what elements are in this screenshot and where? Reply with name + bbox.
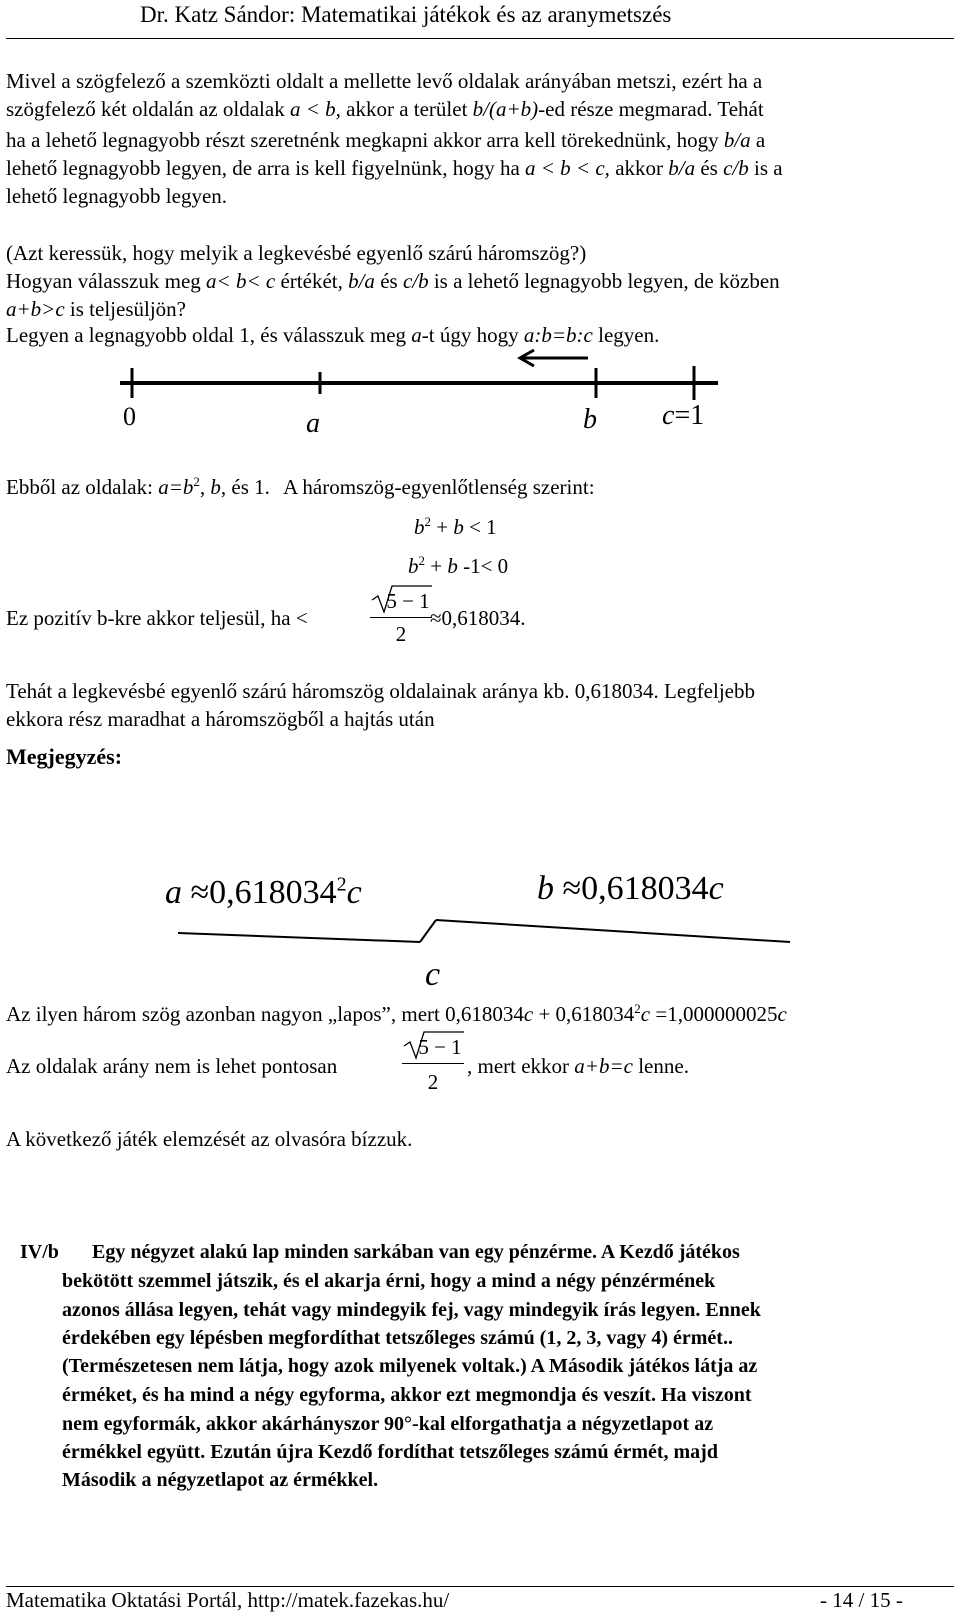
paragraph-3-line-2: ekkora rész maradhat a háromszögből a hajtás után: [6, 707, 435, 731]
math-var: b: [414, 515, 425, 539]
text: ha a lehető legnagyobb részt szeretnénk megkapni akkor arra kell törekednünk, hogy: [6, 128, 719, 152]
fraction-denominator: 2: [395, 622, 407, 646]
text: is a lehető legnagyobb legyen, de közben: [433, 269, 780, 293]
text: és: [700, 156, 718, 180]
label-a: a: [306, 408, 320, 439]
text: ≈0,618034: [190, 874, 337, 911]
brace-bracket: [178, 920, 790, 942]
game-line-7: nem egyformák, akkor akárhányszor 90°-kal elforgathatja a négyzetlapot az: [62, 1413, 714, 1435]
text: legyen.: [598, 323, 660, 347]
text: -ed része megmarad. Tehát: [538, 97, 764, 121]
game-line-5: (Természetesen nem látja, hogy azok milyenek voltak.) A Második játékos látja az: [62, 1355, 758, 1377]
math-var: a: [411, 323, 422, 347]
game-line-9: Második a négyzetlapot az érmékkel.: [62, 1469, 379, 1491]
math-expr: a < b < c,: [525, 156, 610, 180]
fraction-numerator: 5 − 1: [418, 1035, 462, 1059]
text: Legyen a legnagyobb oldal 1, és válasszuk meg: [6, 323, 407, 347]
math-expr: b/a: [348, 269, 375, 293]
text: =1: [674, 400, 705, 431]
fraction-bar: [402, 1063, 464, 1064]
label-c-eq-1: [662, 400, 704, 432]
text: +: [430, 554, 443, 578]
footer-source: Matematika Oktatási Portál, http://matek.fazekas.hu/: [6, 1588, 450, 1612]
game-line-6: érméket, és ha mind a négy egyforma, akkor ezt megmondja és veszít. Ha viszont: [62, 1384, 752, 1406]
math-expr: a:b=b:c: [523, 323, 593, 347]
fraction-denominator: 2: [427, 1070, 439, 1094]
game-label: IV/b: [20, 1241, 59, 1263]
game-line-8: érmékkel együtt. Ezután újra Kezdő fordíthat tetszőleges számú érmét, majd: [62, 1441, 718, 1463]
game-line-4: érdekében egy lépésben megfordíthat tetszőleges számú (1, 2, 3, vagy 4) érmét..: [62, 1327, 733, 1349]
paragraph-3-line-1: Tehát a legkevésbé egyenlő szárú háromszög oldalainak aránya kb. 0,618034. Legfeljebb: [6, 679, 755, 703]
math-var: b: [453, 515, 464, 539]
text: + 0,618034: [538, 1002, 635, 1026]
math-expr: a< b< c: [206, 269, 276, 293]
next-game-text: A következő játék elemzését az olvasóra bízzuk.: [6, 1127, 413, 1151]
formula-a: [165, 874, 362, 912]
paragraph-1-line-1: Mivel a szögfelező a szemközti oldalt a mellette levő oldalak arányában metszi, ezért ha a: [6, 69, 763, 93]
flat-triangle-line: [6, 1001, 787, 1028]
game-line-3: azonos állása legyen, tehát vagy mindegyik fej, vagy mindegyik írás legyen. Ennek: [62, 1299, 761, 1321]
text: Ebből az oldalak:: [6, 475, 153, 499]
fraction-numerator: 5 − 1: [386, 589, 430, 613]
text: Hogyan válasszuk meg: [6, 269, 201, 293]
exponent: 2: [418, 553, 425, 568]
label-b: b: [583, 404, 597, 435]
text: akkor a terület: [346, 97, 468, 121]
exponent: 2: [424, 514, 431, 529]
footer-page-number: - 14 / 15 -: [820, 1588, 903, 1612]
exponent: 2: [634, 1001, 641, 1016]
text: Az ilyen három szög azonban nagyon „lapos”, mert 0,618034: [6, 1002, 524, 1026]
text: ≈0,618034: [562, 870, 709, 907]
math-expr: c/b: [723, 156, 749, 180]
label-zero: 0: [123, 402, 136, 431]
math-var: c: [662, 400, 675, 431]
text: A háromszög-egyenlőtlenség szerint:: [283, 475, 595, 499]
footer-divider: [6, 1586, 954, 1587]
paragraph-2-line-1: (Azt keressük, hogy melyik a legkevésbé egyenlő szárú háromszög?): [6, 241, 587, 265]
text: is a: [754, 156, 783, 180]
math-var: c: [523, 1002, 534, 1026]
inequality-1: [414, 514, 497, 541]
math-var: b: [447, 554, 458, 578]
math-expr: a+b=c: [574, 1054, 633, 1078]
text: ,: [199, 475, 206, 499]
text: lenne.: [638, 1054, 689, 1078]
text: , mert ekkor: [467, 1054, 570, 1078]
math-expr: b/(a+b): [472, 97, 539, 121]
text: értékét,: [280, 269, 343, 293]
math-expr: a+b>c: [6, 297, 65, 321]
ratio-line-text: Az oldalak arány nem is lehet pontosan: [6, 1054, 338, 1078]
text: =1,000000025: [655, 1002, 778, 1026]
math-var: a: [158, 475, 169, 499]
math-var: b: [537, 870, 554, 907]
text: +: [436, 515, 449, 539]
positive-condition-text: Ez pozitív b-kre akkor teljesül, ha <: [6, 606, 308, 630]
text: szögfelező két oldalán az oldalak: [6, 97, 285, 121]
text: lehető legnagyobb legyen, de arra is kell figyelnünk, hogy ha: [6, 156, 520, 180]
math-expr: c/b: [402, 269, 429, 293]
math-var: b: [210, 475, 221, 499]
math-var: a < b,: [289, 97, 341, 121]
sides-line: [6, 474, 595, 501]
game-line-1: Egy négyzet alakú lap minden sarkában van egy pénzérme. A Kezdő játékos: [92, 1241, 740, 1263]
math-var: c: [777, 1002, 787, 1026]
text: és: [380, 269, 398, 293]
math-var: a: [165, 874, 182, 911]
text: is teljesüljön?: [69, 297, 186, 321]
page-header-title: Dr. Katz Sándor: Matematikai játékok és az aranymetszés: [140, 2, 672, 27]
math-var: c: [708, 870, 724, 907]
note-title: Megjegyzés:: [6, 744, 123, 769]
math-var: c: [640, 1002, 651, 1026]
math-var: c: [346, 874, 362, 911]
inequality-2: [408, 553, 508, 580]
formula-c: c: [425, 956, 441, 993]
math-expr: b/a: [668, 156, 696, 180]
text: < 1: [469, 515, 497, 539]
exponent: 2: [336, 873, 347, 896]
paragraph-1-line-5: lehető legnagyobb legyen.: [6, 184, 228, 208]
math-expr: =b: [168, 475, 194, 499]
text: -t úgy hogy: [421, 323, 519, 347]
game-line-2: bekötött szemmel játszik, és el akarja érni, hogy a mind a négy pénzérmének: [62, 1270, 716, 1292]
text: akkor: [615, 156, 664, 180]
text: -1< 0: [463, 554, 509, 578]
arrow-left-icon: [520, 350, 588, 366]
text: , és 1.: [220, 475, 270, 499]
text: a: [755, 128, 766, 152]
formula-b: [537, 870, 724, 908]
fraction-bar: [370, 617, 432, 618]
exponent: 2: [193, 474, 200, 489]
math-var: b: [408, 554, 419, 578]
approx-value: ≈0,618034.: [430, 606, 526, 630]
math-expr: b/a: [723, 128, 751, 152]
ratio-line-tail: [467, 1053, 689, 1080]
